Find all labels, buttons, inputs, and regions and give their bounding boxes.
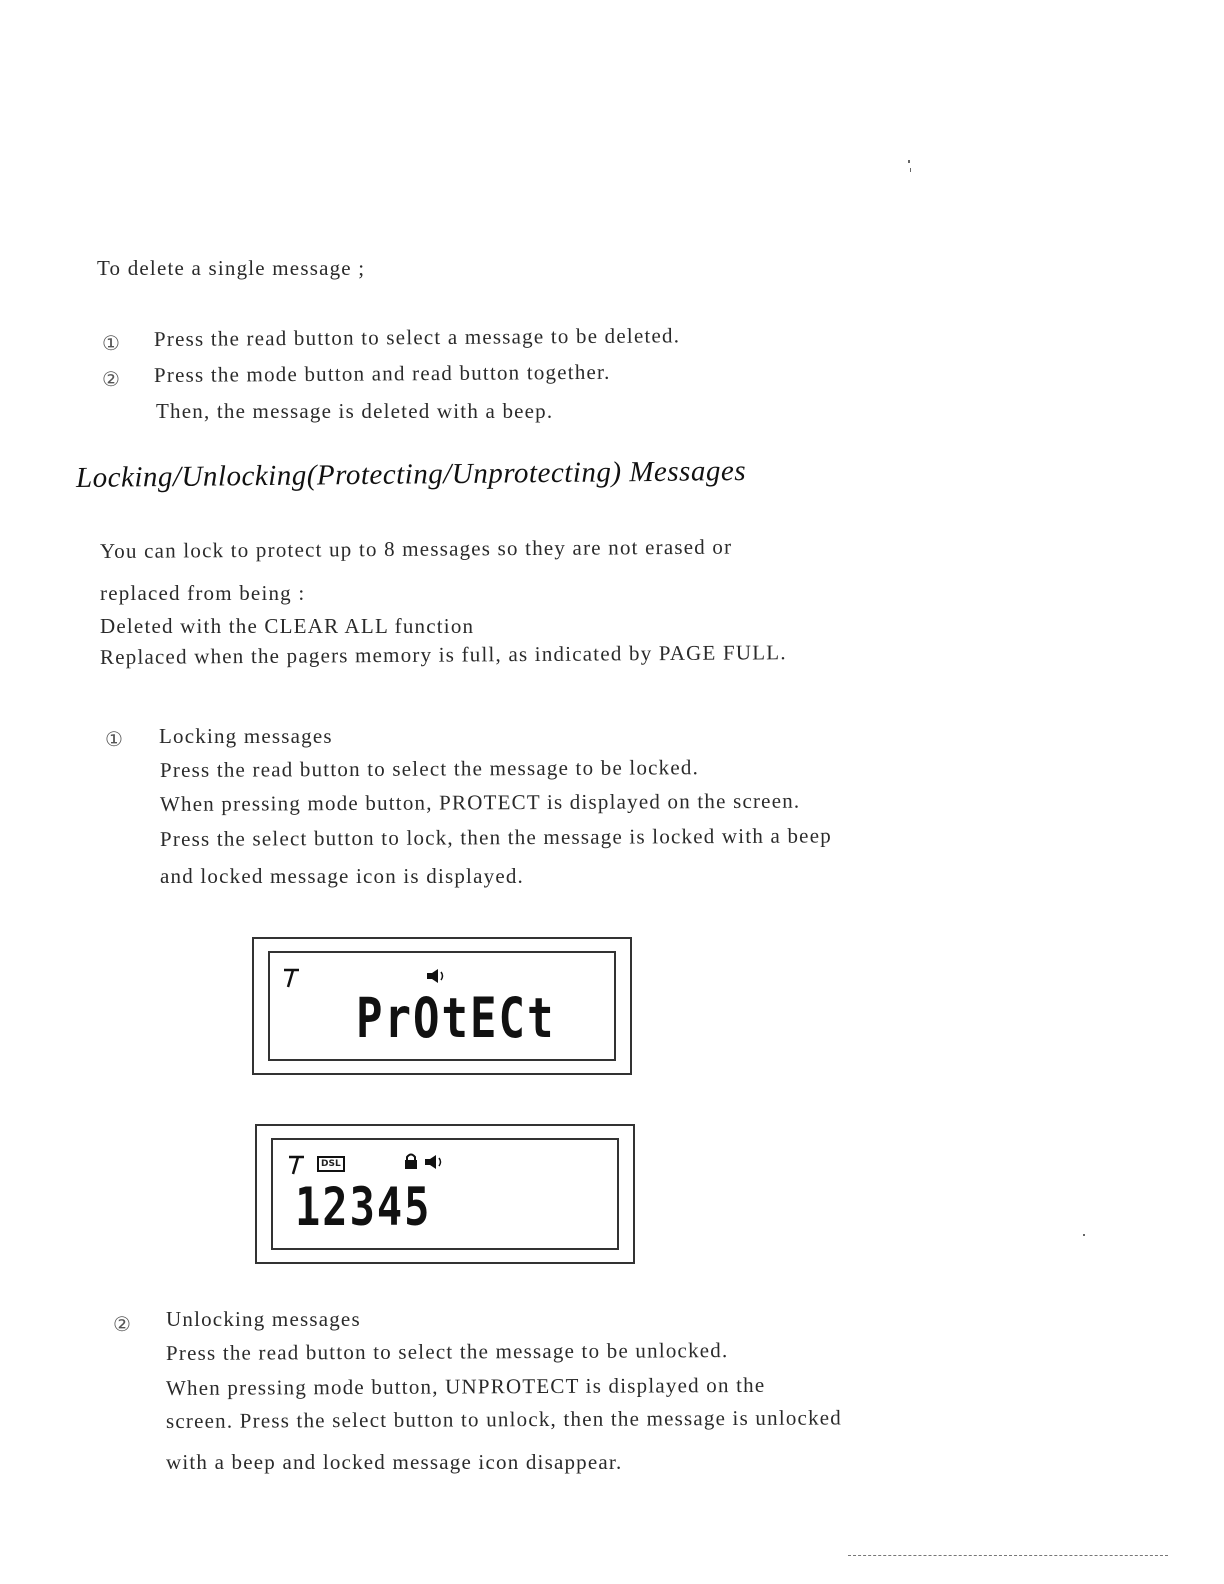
- lcd-display-protect: [252, 937, 632, 1075]
- locking-title: Locking messages: [159, 724, 333, 748]
- lock-intro-line: You can lock to protect up to 8 messages so they are not erased or: [99, 534, 733, 563]
- locking-line: Press the read button to select the message to be locked.: [159, 755, 700, 782]
- speaker-icon: [426, 968, 448, 984]
- section-heading: Locking/Unlocking(Protecting/Unprotecting) Messages: [75, 454, 747, 494]
- lcd-screen: [271, 1138, 619, 1250]
- unlocking-line: Press the read button to select the message to be unlocked.: [165, 1338, 729, 1365]
- step-marker: ②: [102, 369, 120, 391]
- lock-intro-line: Replaced when the pagers memory is full, as indicated by PAGE FULL.: [99, 640, 787, 669]
- unlocking-line: with a beep and locked message icon disappear.: [166, 1450, 623, 1474]
- scan-edge-line: [848, 1555, 1168, 1556]
- delete-intro: To delete a single message ;: [97, 256, 366, 280]
- scan-speck: [910, 168, 911, 172]
- scan-speck: [908, 160, 910, 163]
- locking-line: When pressing mode button, PROTECT is displayed on the screen.: [159, 788, 801, 816]
- lock-icon: [403, 1152, 419, 1170]
- scan-speck: [1083, 1234, 1085, 1236]
- lock-intro-line: Deleted with the CLEAR ALL function: [100, 614, 475, 638]
- step-marker: ①: [105, 729, 123, 751]
- lcd-display-locked: [255, 1124, 635, 1264]
- delete-step-2: Press the mode button and read button together.: [153, 359, 611, 387]
- lcd-text: 12345: [295, 1176, 432, 1238]
- step-marker: ②: [113, 1314, 131, 1336]
- antenna-icon: [287, 1154, 307, 1176]
- step-marker: ①: [102, 333, 120, 355]
- locking-line: Press the select button to lock, then the message is locked with a beep: [159, 823, 832, 851]
- lcd-text: PrOtECt: [356, 987, 556, 1051]
- lock-intro-line: replaced from being :: [100, 581, 306, 605]
- unlocking-title: Unlocking messages: [166, 1307, 361, 1331]
- lcd-screen: [268, 951, 616, 1061]
- locking-line: and locked message icon is displayed.: [160, 864, 524, 888]
- unlocking-line: When pressing mode button, UNPROTECT is displayed on the: [165, 1372, 766, 1400]
- dsl-icon: DSL: [317, 1156, 345, 1172]
- delete-step-1: Press the read button to select a message to be deleted.: [153, 323, 681, 351]
- unlocking-line: screen. Press the select button to unlock, then the message is unlocked: [165, 1405, 843, 1433]
- delete-step-2-continued: Then, the message is deleted with a beep.: [156, 399, 554, 423]
- speaker-icon: [424, 1154, 446, 1170]
- antenna-icon: [282, 967, 302, 989]
